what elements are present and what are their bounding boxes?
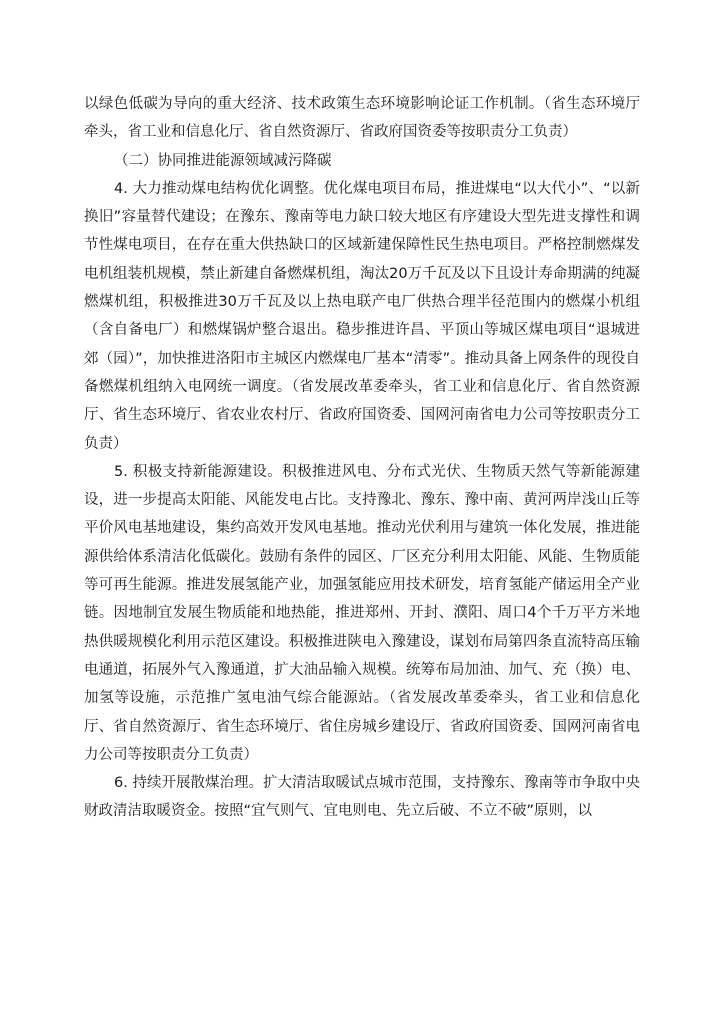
section-heading: （二）协同推进能源领域减污降碳 <box>114 152 332 169</box>
paragraph-item-6: 6. 持续开展散煤治理。扩大清洁取暖试点城市范围，支持豫东、豫南等市争取中央财政清洁取暖资金。按照“宜气则气、宜电则电、先立后破、不立不破”原则，以 <box>84 775 640 820</box>
paragraph-item-5: 5. 积极支持新能源建设。积极推进风电、分布式光伏、生物质天然气等新能源建设，进一步提高太阳能、风能发电占比。支持豫北、豫东、豫中南、黄河两岸浅山丘等平价风电基地建设，集约高效开发风电基地。推动光伏利用与建筑一体化发展，推进能源供给体系清洁化低碳化。鼓励有条件的园区、厂区充分利用太阳能、风能、生物质能等可再生能源。推进发展氢能产业，加强氢能应用技术研发，培育氢能产储运用全产业链。因地制宜发展生物质能和地热能，推进郑州、开封、濮阳、周口4个千万平方米地热供暖规模化利用示范区建设。积极推进陕电入豫建设，谋划布局第四条直流特高压输电通道，拓展外气入豫通道，扩大油品输入规模。统筹布局加油、加气、充（换）电、加氢等设施，示范推广氢电油气综合能源站。（省发展改革委牵头，省工业和信息化厅、省自然资源厅、省生态环境厅、省住房城乡建设厅、省政府国资委、国网河南省电力公司等按职责分工负责） <box>84 463 640 763</box>
paragraph-item-4: 4. 大力推动煤电结构优化调整。优化煤电项目布局，推进煤电“以大代小”、“以新换旧”容量替代建设；在豫东、豫南等电力缺口较大地区有序建设大型先进支撑性和调节性煤电项目，在存在重大供热缺口的区域新建保障性民生热电项目。严格控制燃煤发电机组装机规模，禁止新建自备燃煤机组，淘汰20万千瓦及以下且设计寿命期满的纯凝燃煤机组，积极推进30万千瓦及以上热电联产电厂供热合理半径范围内的燃煤小机组（含自备电厂）和燃煤锅炉整合退出。稳步推进许昌、平顶山等城区煤电项目“退城进郊（园）”，加快推进洛阳市主城区内燃煤电厂基本“清零”。推动具备上网条件的现役自备燃煤机组纳入电网统一调度。（省发展改革委牵头，省工业和信息化厅、省自然资源厅、省生态环境厅、省农业农村厅、省政府国资委、国网河南省电力公司等按职责分工负责） <box>84 180 640 452</box>
document-page <box>84 90 640 826</box>
paragraph-continuation: 以绿色低碳为导向的重大经济、技术政策生态环境影响论证工作机制。（省生态环境厅牵头，省工业和信息化厅、省自然资源厅、省政府国资委等按职责分工负责） <box>84 96 640 141</box>
